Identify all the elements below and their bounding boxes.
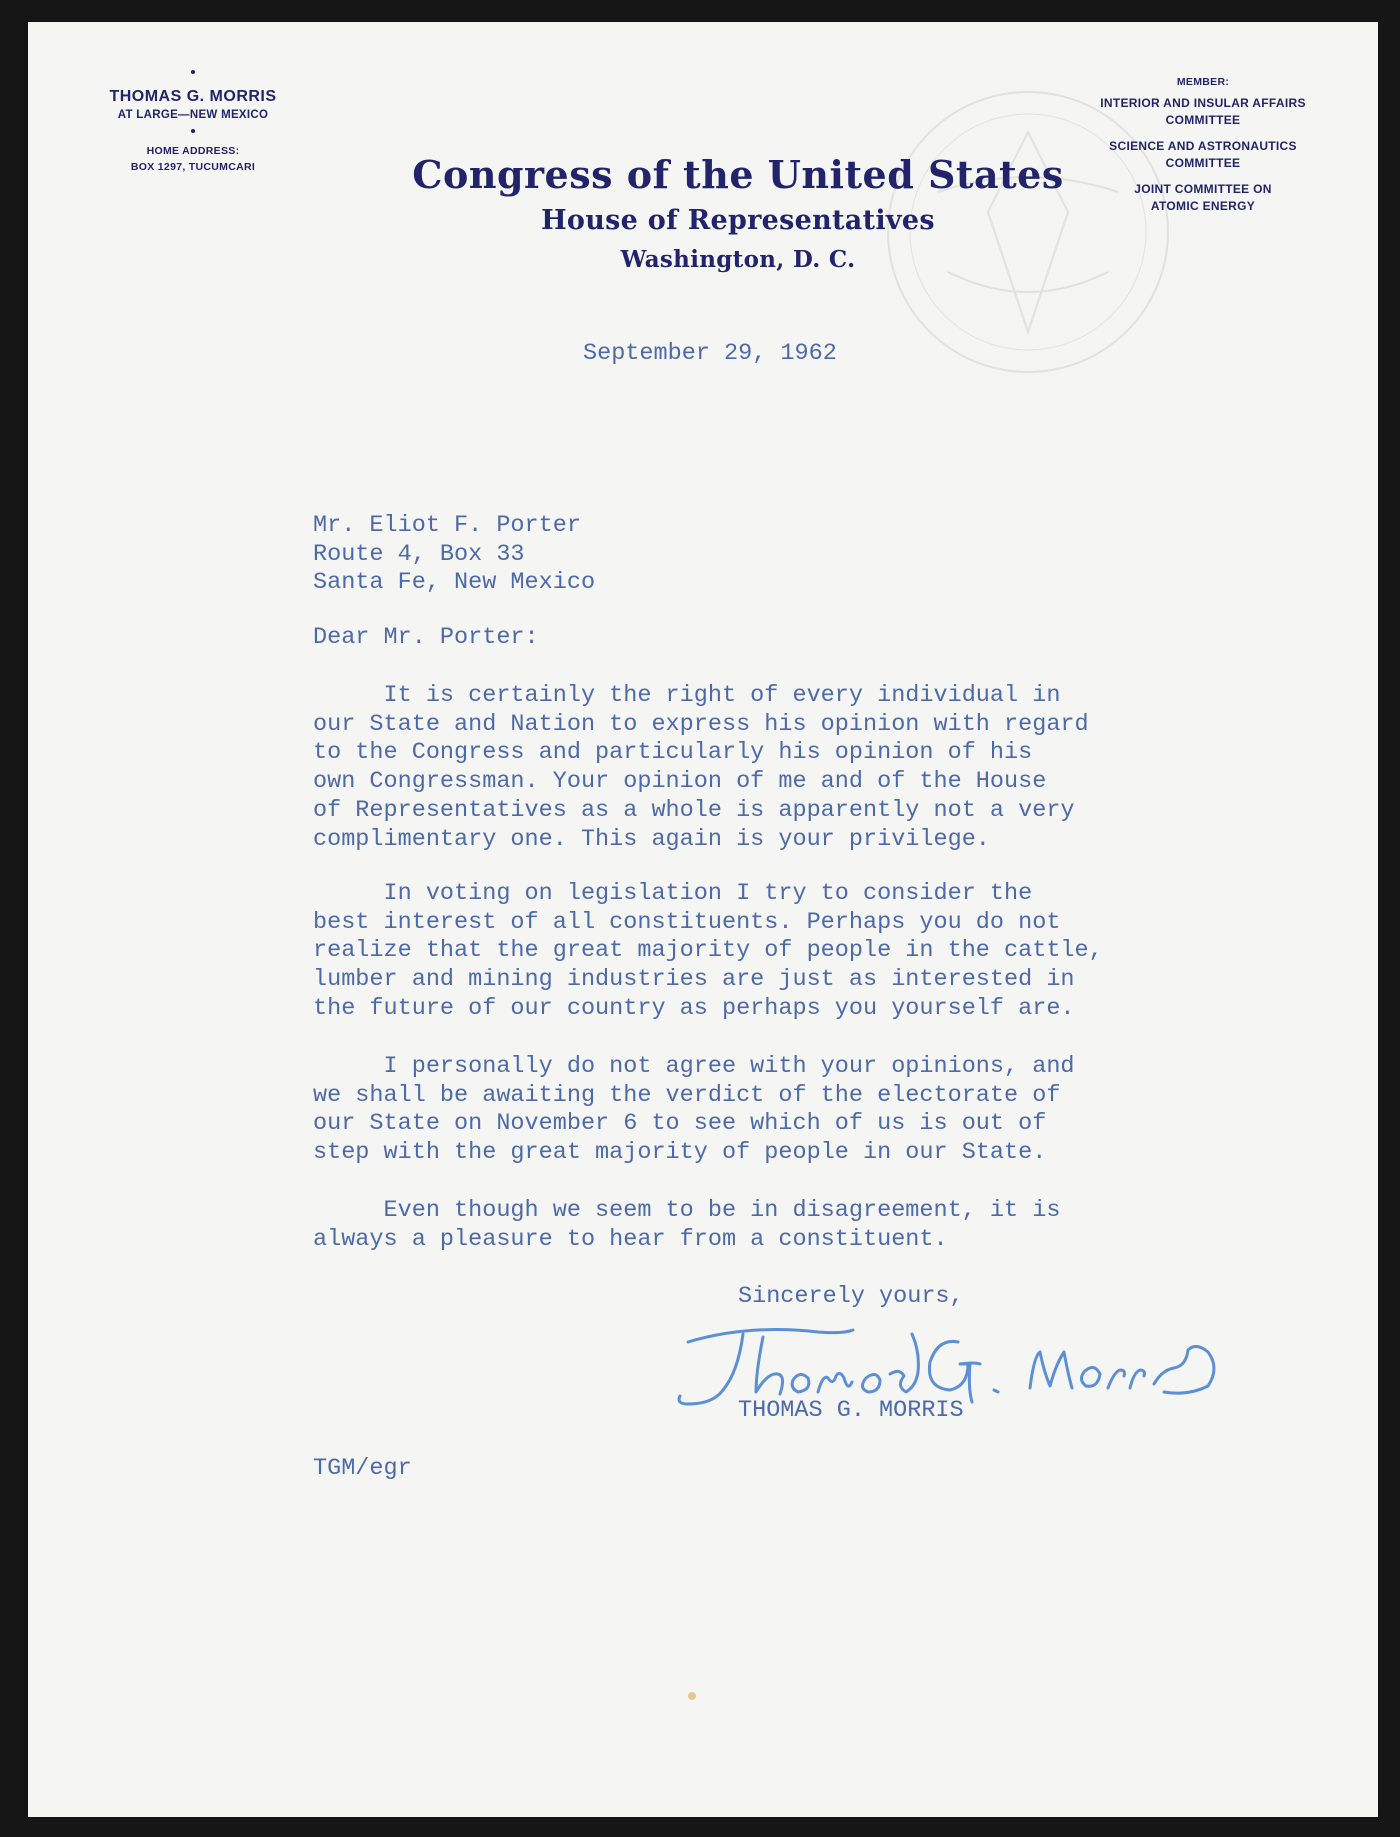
congressman-district: AT LARGE—NEW MEXICO bbox=[117, 109, 269, 121]
committee-atomic bbox=[1068, 181, 1338, 215]
committee-line: INTERIOR AND INSULAR AFFAIRS bbox=[1100, 96, 1306, 110]
salutation: Dear Mr. Porter: bbox=[313, 624, 539, 651]
recipient-line: Santa Fe, New Mexico bbox=[313, 569, 596, 597]
closing: Sincerely yours, bbox=[738, 1283, 964, 1310]
recipient-address bbox=[313, 512, 595, 598]
committee-line: COMMITTEE bbox=[1165, 156, 1241, 170]
letterhead-left bbox=[83, 70, 303, 173]
recipient-line: Mr. Eliot F. Porter bbox=[313, 512, 581, 539]
recipient-line: Route 4, Box 33 bbox=[313, 540, 525, 568]
committee-line: JOINT COMMITTEE ON bbox=[1134, 182, 1272, 196]
bullet-dot bbox=[191, 129, 195, 133]
masthead-house: House of Representatives bbox=[541, 205, 935, 236]
committee-line: COMMITTEE bbox=[1165, 113, 1241, 127]
committee-interior bbox=[1068, 95, 1338, 129]
home-address-label: HOME ADDRESS: bbox=[146, 145, 240, 157]
letter-page bbox=[28, 22, 1378, 1817]
body-paragraph: I personally do not agree with your opinions, and we shall be awaiting the verdict of the electorate of our State on November 6 to see which of us is out of step with the great majority of people in our State. bbox=[313, 1053, 1075, 1167]
home-address-value: BOX 1297, TUCUMCARI bbox=[130, 161, 256, 173]
congressman-name: THOMAS G. MORRIS bbox=[109, 88, 277, 105]
body-paragraph: It is certainly the right of every individual in our State and Nation to express his opinion with regard to the Congress and particularly his opinion of his own Congressman. Your opinion of me and of the House of Representatives as a whole is apparently not a very complimentary one. This again is your privilege. bbox=[313, 682, 1089, 853]
masthead bbox=[378, 152, 1098, 273]
typed-signer-name: THOMAS G. MORRIS bbox=[738, 1397, 964, 1424]
reference-initials: TGM/egr bbox=[313, 1455, 412, 1482]
committee-line: SCIENCE AND ASTRONAUTICS bbox=[1109, 139, 1297, 153]
letterhead-right bbox=[1068, 74, 1338, 224]
body-paragraph: In voting on legislation I try to consider the best interest of all constituents. Perhaps you do not realize that the great majority of people in the cattle, lumber and mining industries are just as interested in the future of our country as perhaps you yourself are. bbox=[313, 880, 1103, 1022]
committee-science bbox=[1068, 138, 1338, 172]
masthead-location: Washington, D. C. bbox=[620, 246, 856, 273]
paper-speck bbox=[688, 1692, 696, 1700]
letter-date: September 29, 1962 bbox=[583, 340, 837, 367]
bullet-dot bbox=[191, 70, 195, 74]
masthead-congress: Congress of the United States bbox=[412, 152, 1064, 197]
body-paragraph: Even though we seem to be in disagreement, it is always a pleasure to hear from a constituent. bbox=[313, 1197, 1061, 1253]
committee-line: ATOMIC ENERGY bbox=[1150, 199, 1256, 213]
member-label: MEMBER: bbox=[1176, 76, 1230, 88]
